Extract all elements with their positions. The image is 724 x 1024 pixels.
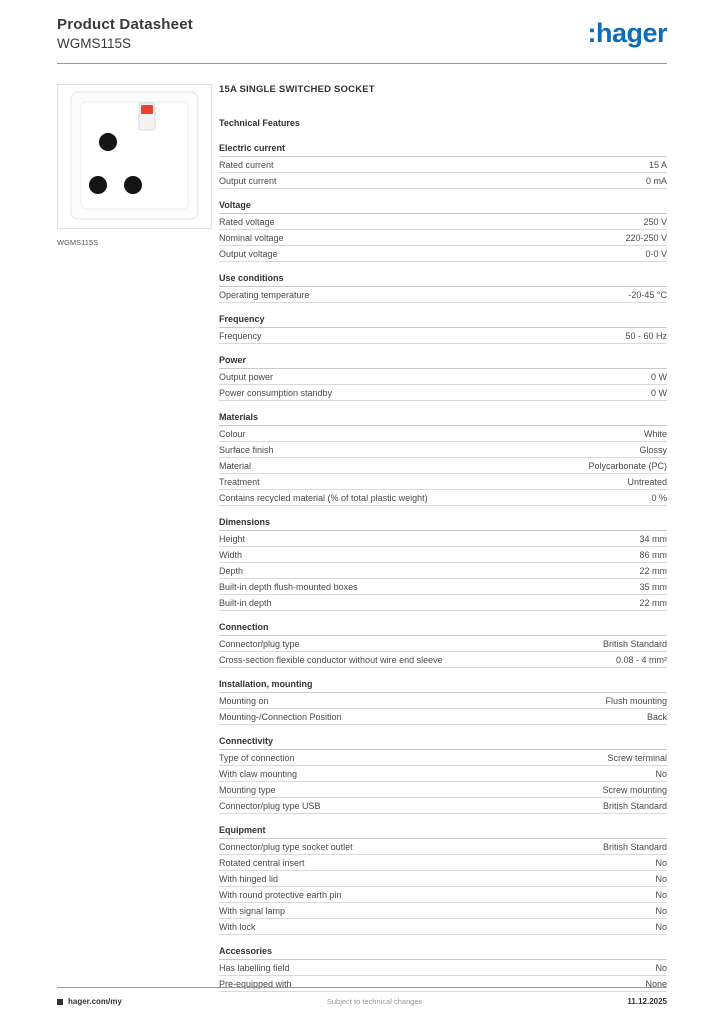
section-heading: Accessories: [219, 946, 667, 960]
section-heading: Use conditions: [219, 273, 667, 287]
section-heading: Installation, mounting: [219, 679, 667, 693]
spec-label: Pre-equipped with: [219, 979, 292, 989]
spec-value: 220-250 V: [625, 233, 667, 243]
spec-row: [219, 766, 667, 782]
neutral-hole-icon: [124, 176, 142, 194]
product-image-caption: WGMS115S: [57, 238, 99, 247]
spec-value: 35 mm: [639, 582, 667, 592]
spec-row: [219, 579, 667, 595]
technical-features-heading: Technical Features: [219, 118, 300, 128]
spec-label: Power consumption standby: [219, 388, 333, 398]
section-heading: Electric current: [219, 143, 667, 157]
spec-value: Untreated: [627, 477, 667, 487]
spec-value: 86 mm: [639, 550, 667, 560]
spec-label: Rated current: [219, 160, 274, 170]
main-content: [57, 84, 667, 992]
spec-row: [219, 173, 667, 189]
spec-row: [219, 385, 667, 401]
section-heading: Voltage: [219, 200, 667, 214]
spec-label: With round protective earth pin: [219, 890, 342, 900]
spec-value: None: [645, 979, 667, 989]
spec-label: Operating temperature: [219, 290, 310, 300]
spec-row: [219, 871, 667, 887]
socket-illustration: [58, 85, 211, 228]
spec-value: No: [655, 769, 667, 779]
spec-row: [219, 919, 667, 935]
spec-row: [219, 798, 667, 814]
header-divider: [57, 63, 667, 64]
spec-label: Contains recycled material (% of total plastic weight): [219, 493, 428, 503]
technical-data-column: [219, 84, 667, 992]
spec-row: [219, 328, 667, 344]
spec-value: 0 W: [650, 372, 667, 382]
spec-value: 15 A: [648, 160, 667, 170]
spec-row: [219, 709, 667, 725]
line-hole-icon: [89, 176, 107, 194]
section-heading: Frequency: [219, 314, 667, 328]
footer: [57, 987, 667, 1006]
spec-row: [219, 246, 667, 262]
spec-label: Rated voltage: [219, 217, 275, 227]
spec-row: [219, 474, 667, 490]
spec-value: British Standard: [602, 842, 667, 852]
header-titles: [57, 16, 193, 51]
spec-value: 50 - 60 Hz: [625, 331, 667, 341]
spec-label: Mounting on: [219, 696, 269, 706]
spec-value: 250 V: [643, 217, 667, 227]
spec-label: Output power: [219, 372, 274, 382]
spec-row: [219, 214, 667, 230]
spec-value: No: [655, 922, 667, 932]
spec-label: Mounting type: [219, 785, 276, 795]
section-heading: Connection: [219, 622, 667, 636]
earth-hole-icon: [99, 133, 117, 151]
spec-value: 0 W: [650, 388, 667, 398]
spec-label: Connector/plug type USB: [219, 801, 321, 811]
spec-label: Built-in depth: [219, 598, 272, 608]
spec-label: Mounting-/Connection Position: [219, 712, 342, 722]
spec-value: No: [655, 963, 667, 973]
spec-row: [219, 369, 667, 385]
spec-row: [219, 595, 667, 611]
hager-logo: :hager: [587, 18, 667, 48]
spec-row: [219, 636, 667, 652]
product-model: WGMS115S: [57, 36, 132, 51]
spec-value: 22 mm: [639, 598, 667, 608]
spec-value: British Standard: [602, 639, 667, 649]
spec-value: 0 mA: [645, 176, 667, 186]
spec-value: 22 mm: [639, 566, 667, 576]
spec-row: [219, 426, 667, 442]
spec-row: [219, 693, 667, 709]
footer-website: [57, 997, 122, 1006]
spec-value: Polycarbonate (PC): [588, 461, 667, 471]
header: [57, 16, 667, 51]
spec-label: Height: [219, 534, 246, 544]
spec-row: [219, 750, 667, 766]
page-title: Product Datasheet: [57, 16, 193, 33]
switch-indicator-icon: [141, 105, 153, 114]
spec-label: Rotated central insert: [219, 858, 305, 868]
spec-value: No: [655, 858, 667, 868]
spec-label: Output voltage: [219, 249, 278, 259]
spec-value: Glossy: [639, 445, 667, 455]
spec-value: Screw terminal: [607, 753, 667, 763]
spec-label: With signal lamp: [219, 906, 286, 916]
spec-row: [219, 458, 667, 474]
spec-label: Built-in depth flush-mounted boxes: [219, 582, 358, 592]
spec-row: [219, 230, 667, 246]
spec-label: Connector/plug type socket outlet: [219, 842, 353, 852]
spec-label: Width: [219, 550, 243, 560]
spec-label: With lock: [219, 922, 256, 932]
spec-value: British Standard: [602, 801, 667, 811]
spec-value: Back: [646, 712, 667, 722]
spec-row: [219, 855, 667, 871]
spec-row: [219, 287, 667, 303]
spec-row: [219, 563, 667, 579]
spec-label: Colour: [219, 429, 246, 439]
spec-row: [219, 903, 667, 919]
footer-disclaimer: Subject to technical changes: [326, 997, 423, 1006]
spec-label: Treatment: [219, 477, 260, 487]
spec-label: Cross-section flexible conductor without wire end sleeve: [219, 655, 443, 665]
spec-value: White: [643, 429, 667, 439]
section-heading: Materials: [219, 412, 667, 426]
product-image-column: [57, 84, 212, 992]
spec-row: [219, 531, 667, 547]
spec-label: Material: [219, 461, 252, 471]
spec-label: Depth: [219, 566, 244, 576]
spec-value: No: [655, 906, 667, 916]
spec-label: Output current: [219, 176, 277, 186]
spec-row: [219, 887, 667, 903]
spec-row: [219, 157, 667, 173]
spec-row: [219, 547, 667, 563]
product-title: 15A SINGLE SWITCHED SOCKET: [219, 84, 375, 95]
hager-square-mark-icon: [57, 999, 63, 1005]
spec-row: [219, 652, 667, 668]
section-heading: Dimensions: [219, 517, 667, 531]
spec-value: 0 %: [651, 493, 667, 503]
section-heading: Connectivity: [219, 736, 667, 750]
spec-label: Surface finish: [219, 445, 274, 455]
spec-label: Frequency: [219, 331, 262, 341]
spec-value: 0.08 - 4 mm²: [615, 655, 667, 665]
spec-value: Screw mounting: [602, 785, 667, 795]
spec-row: [219, 839, 667, 855]
sections: [219, 143, 667, 992]
spec-value: No: [655, 890, 667, 900]
spec-label: Nominal voltage: [219, 233, 284, 243]
spec-label: With hinged lid: [219, 874, 279, 884]
spec-row: [219, 490, 667, 506]
spec-row: [219, 442, 667, 458]
spec-value: 34 mm: [639, 534, 667, 544]
spec-value: -20-45 °C: [628, 290, 667, 300]
spec-row: [219, 782, 667, 798]
spec-label: With claw mounting: [219, 769, 298, 779]
footer-website-label[interactable]: hager.com/my: [68, 997, 122, 1006]
product-image: [57, 84, 212, 229]
section-heading: Power: [219, 355, 667, 369]
footer-row: [57, 988, 667, 1006]
spec-label: Type of connection: [219, 753, 295, 763]
spec-value: 0-0 V: [645, 249, 667, 259]
spec-label: Connector/plug type: [219, 639, 300, 649]
spec-label: Has labelling field: [219, 963, 290, 973]
spec-value: Flush mounting: [605, 696, 667, 706]
spec-row: [219, 960, 667, 976]
section-heading: Equipment: [219, 825, 667, 839]
footer-date: 11.12.2025: [627, 997, 667, 1006]
spec-value: No: [655, 874, 667, 884]
